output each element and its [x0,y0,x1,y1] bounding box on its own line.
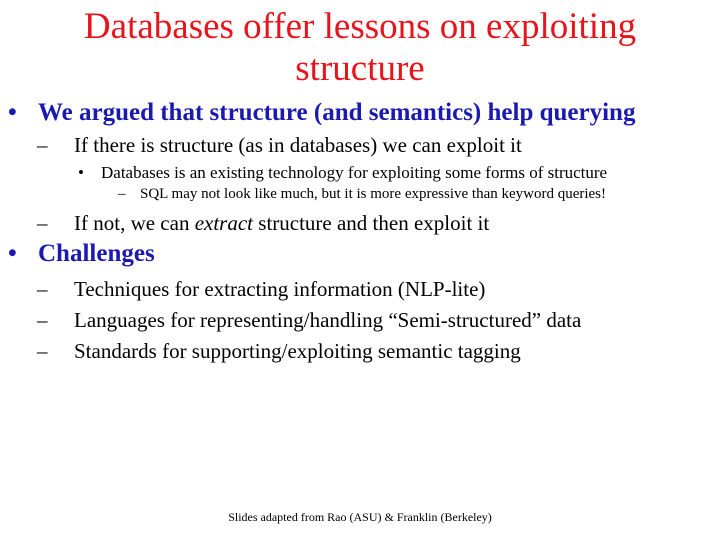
challenge-item [37,308,581,333]
detail-point-text: SQL may not look like much, but it is more expressive than keyword queries! [140,186,607,202]
challenge-item [37,339,521,364]
dash-marker: – [37,339,48,363]
dash-marker: – [118,186,126,202]
challenge-item [37,277,485,302]
bullet-text: We argued that structure (and semantics) help querying [38,99,636,126]
slide-title-line-1: Databases offer lessons on exploiting [83,6,637,47]
sub-point-emphasis: extract [194,211,254,235]
dash-marker: – [37,133,48,157]
challenge-text: Languages for representing/handling “Semi-structured” data [74,308,582,332]
sub-point-text: If there is structure (as in databases) we can exploit it [74,133,522,157]
dash-marker: – [37,211,48,235]
bullet-marker: • [8,240,17,267]
bullet-marker: • [78,163,84,182]
bullet-text: Challenges [38,240,155,267]
detail-point-sql [118,186,606,203]
sub-sub-point-databases [78,163,607,183]
dash-marker: – [37,277,48,301]
slide-footer: Slides adapted from Rao (ASU) & Franklin (Berkeley) [228,510,492,524]
sub-sub-point-text: Databases is an existing technology for exploiting some forms of structure [101,163,608,182]
dash-marker: – [37,308,48,332]
bullet-marker: • [8,99,17,126]
sub-point-structure-exploit [37,133,522,158]
slide-title [0,6,720,90]
bullet-point-structure [8,99,635,127]
challenge-text: Standards for supporting/exploiting semantic tagging [74,339,521,363]
sub-point-text-before: If not, we can [74,211,195,235]
bullet-point-challenges [8,240,155,268]
sub-point-extract [37,211,489,236]
slide-title-line-2: structure [295,48,425,89]
challenge-text: Techniques for extracting information (NLP-lite) [74,277,486,301]
sub-point-text-after: structure and then exploit it [253,211,490,235]
